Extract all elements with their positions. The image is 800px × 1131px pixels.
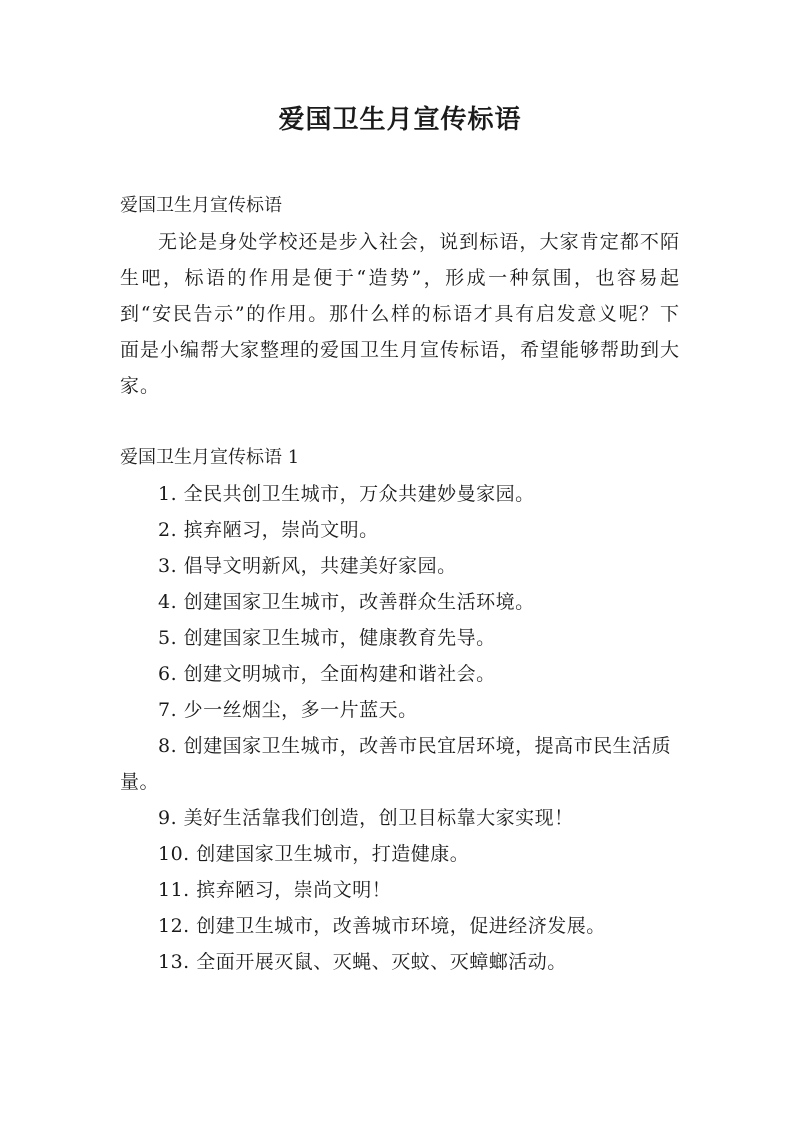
list-item: 7. 少一丝烟尘，多一片蓝天。 [158,699,418,721]
list-item: 1. 全民共创卫生城市，万众共建妙曼家园。 [158,483,535,505]
list-item: 4. 创建国家卫生城市，改善群众生活环境。 [158,591,535,613]
list-item: 3. 倡导文明新风，共建美好家园。 [158,555,457,577]
list-item: 2. 摈弃陋习，崇尚文明。 [158,519,379,541]
page-title: 爱国卫生月宣传标语 [278,105,522,135]
intro-paragraph: 无论是身处学校还是步入社会，说到标语，大家肯定都不陌生吧，标语的作用是便于“造势”，形成一种氛围，也容易起到“安民告示”的作用。那什么样的标语才具有启发意义呢？下面是小编帮大家整理的爱国卫生月宣传标语，希望能够帮助到大家。 [120,231,681,397]
list-item: 5. 创建国家卫生城市，健康教育先导。 [158,627,496,649]
list-item: 9. 美好生活靠我们创造，创卫目标靠大家实现！ [158,807,574,829]
document-subtitle: 爱国卫生月宣传标语 [120,195,282,216]
section-spacer [120,404,680,434]
slogan-list [120,476,680,980]
list-item: 13. 全面开展灭鼠、灭蝇、灭蚊、灭蟑螂活动。 [158,951,567,973]
document-page [120,0,680,980]
list-item: 8. 创建国家卫生城市，改善市民宜居环境，提高市民生活质量。 [120,735,672,793]
list-item: 11. 摈弃陋习，崇尚文明！ [158,879,392,901]
list-item: 6. 创建文明城市，全面构建和谐社会。 [158,663,496,685]
list-item: 12. 创建卫生城市，改善城市环境，促进经济发展。 [158,915,606,937]
list-item: 10. 创建国家卫生城市，打造健康。 [158,843,470,865]
section-heading: 爱国卫生月宣传标语 1 [120,447,300,468]
